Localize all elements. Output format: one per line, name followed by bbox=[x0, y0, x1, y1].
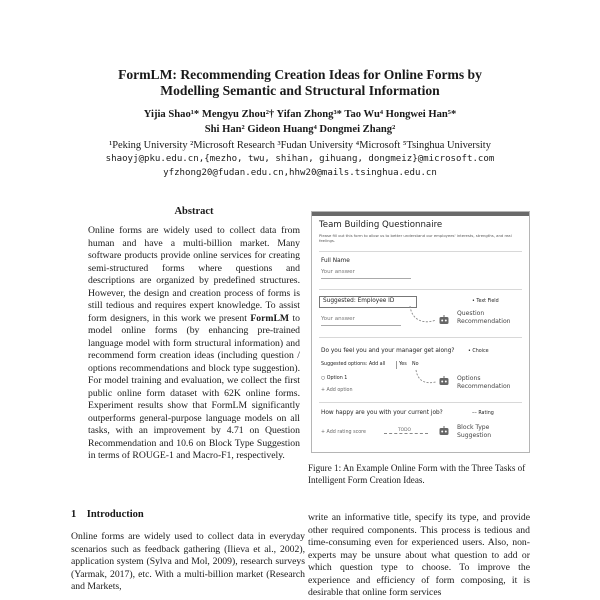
q1-answer-input[interactable]: Your answer bbox=[321, 269, 355, 275]
dropdown-indicator: • bbox=[472, 299, 477, 304]
abstract-body bbox=[88, 225, 300, 463]
form-header-bar bbox=[312, 212, 529, 216]
abstract-model-name: FormLM bbox=[250, 312, 290, 324]
paper-title bbox=[0, 67, 600, 99]
divider bbox=[319, 337, 522, 338]
q2-type-label: Text Field bbox=[476, 299, 499, 304]
robot-icon bbox=[438, 315, 450, 325]
q2-answer-input[interactable]: Your answer bbox=[321, 316, 355, 322]
task1-label-line-1: Question bbox=[457, 310, 485, 317]
affiliations: ¹Peking University ²Microsoft Research ³Fudan University ⁴Microsoft ⁵Tsinghua University bbox=[109, 140, 491, 151]
email-line-2: yfzhong20@fudan.edu.cn,hhw20@mails.tsinghua.edu.cn bbox=[163, 168, 437, 178]
robot-icon bbox=[438, 376, 450, 386]
q1-label: Full Name bbox=[321, 258, 350, 264]
q4-add-rating[interactable]: + Add rating score bbox=[321, 430, 366, 435]
authors-line-1: Yijia Shao¹* Mengyu Zhou²† Yifan Zhong³* Tao Wu⁴ Hongwei Han⁵* bbox=[143, 109, 457, 120]
author-list bbox=[0, 107, 600, 137]
task1-connector bbox=[408, 304, 438, 328]
dashed-connector bbox=[410, 306, 436, 322]
q4-type-label: Rating bbox=[478, 411, 494, 416]
intro-heading-text: Introduction bbox=[86, 509, 144, 520]
robot-icon bbox=[438, 426, 450, 436]
divider bbox=[319, 289, 522, 290]
email-line-1: shaoyj@pku.edu.cn,{mezho, twu, shihan, gihuang, dongmeiz}@microsoft.com bbox=[105, 154, 495, 164]
task3-label-line-2: Suggestion bbox=[457, 432, 492, 439]
q4-todo-label: TODO bbox=[398, 428, 411, 433]
q3-type-label: Choice bbox=[472, 349, 489, 354]
abstract-text-part-2: to model online forms (by enhancing pre-trained language model with form structural information) and recommend form creation ideas (including question / options recommendations and block type suggestion). For model training and evaluation, we collect the first public online form dataset with 62K online forms. Experiment results show that FormLM significantly outperforms general-purpose language models on all tasks, with an improvement by 4.71 on Question Recommendation and 10.6 on Block Type Suggestion in terms of ROUGE-1 and Macro-F1, respectively. bbox=[88, 312, 300, 461]
intro-column-1: Online forms are widely used to collect data in everyday scenarios such as feedback gathering (Ilieva et al., 2002), application system (Sylva and Mol, 2009), research surveys (Yarmak, 2017), etc. With a multi-billion market (Research and Markets, bbox=[71, 531, 305, 592]
dropdown-indicator: • bbox=[468, 349, 473, 354]
paper-title-line-2: Modelling Semantic and Structural Information bbox=[160, 83, 440, 98]
q3-option-1-label: Option 1 bbox=[326, 376, 348, 381]
task3-connector bbox=[384, 433, 428, 434]
figure-caption: Figure 1: An Example Online Form with the Three Tasks of Intelligent Form Creation Ideas. bbox=[308, 463, 526, 485]
q3-type-dropdown[interactable] bbox=[468, 349, 489, 354]
q4-label: How happy are you with your current job? bbox=[321, 410, 443, 416]
q2-input-underline bbox=[321, 325, 401, 326]
authors-line-2: Shi Han² Gideon Huang⁴ Dongmei Zhang² bbox=[204, 124, 396, 135]
option-divider bbox=[396, 361, 397, 369]
q2-suggested-question: Suggested: Employee ID bbox=[323, 298, 395, 304]
task3-label-line-1: Block Type bbox=[457, 424, 490, 431]
abstract-heading: Abstract bbox=[174, 206, 214, 217]
q3-suggested-no[interactable]: No bbox=[412, 362, 419, 367]
q3-suggested-yes[interactable]: Yes bbox=[399, 362, 407, 367]
dropdown-indicator: –– bbox=[472, 411, 479, 416]
q3-suggested-options[interactable]: Suggested options: Add all bbox=[321, 362, 386, 367]
q3-label: Do you feel you and your manager get along? bbox=[321, 348, 455, 354]
q2-type-dropdown[interactable] bbox=[472, 299, 499, 304]
radio-icon: ○ bbox=[321, 376, 327, 381]
task2-connector bbox=[408, 368, 438, 390]
figure-online-form bbox=[311, 211, 530, 453]
divider bbox=[319, 251, 522, 252]
task2-label-line-1: Options bbox=[457, 375, 481, 382]
task3-label bbox=[457, 424, 491, 440]
task2-label-line-2: Recommendation bbox=[457, 383, 511, 390]
task2-label bbox=[457, 375, 511, 391]
q3-add-option[interactable]: + Add option bbox=[321, 388, 353, 393]
form-title: Team Building Questionnaire bbox=[319, 220, 443, 230]
dashed-connector bbox=[416, 370, 436, 383]
task1-label-line-2: Recommendation bbox=[457, 318, 511, 325]
form-description: Please fill out this form to allow us to better understand our employees' interests, strengths, and real feelings. bbox=[319, 233, 512, 243]
q4-type-dropdown[interactable] bbox=[472, 411, 494, 416]
q3-option-1[interactable] bbox=[321, 376, 347, 381]
intro-heading-number: 1 bbox=[71, 509, 77, 520]
intro-heading bbox=[71, 509, 144, 520]
divider bbox=[319, 402, 522, 403]
task1-label bbox=[457, 310, 511, 326]
abstract-text-part-1: Online forms are widely used to collect data from human and have a multi-billion market. Many software products provide online services for creating semi-structured forms where questions and descriptions are organized by predefined structures. However, the design and creation process of forms is still tedious and requires expert knowledge. To assist form designers, in this work we present bbox=[88, 225, 300, 324]
intro-column-2: write an informative title, specify its type, and provide other required components. This process is tedious and time-consuming even for experienced users. Also, non-experts may be unsure about what question to add or which question type to choose. To improve the experience and efficiency of form composing, it is desirable that online form services bbox=[308, 512, 530, 598]
paper-title-line-1: FormLM: Recommending Creation Ideas for Online Forms by bbox=[118, 67, 482, 82]
q1-input-underline bbox=[321, 278, 411, 279]
